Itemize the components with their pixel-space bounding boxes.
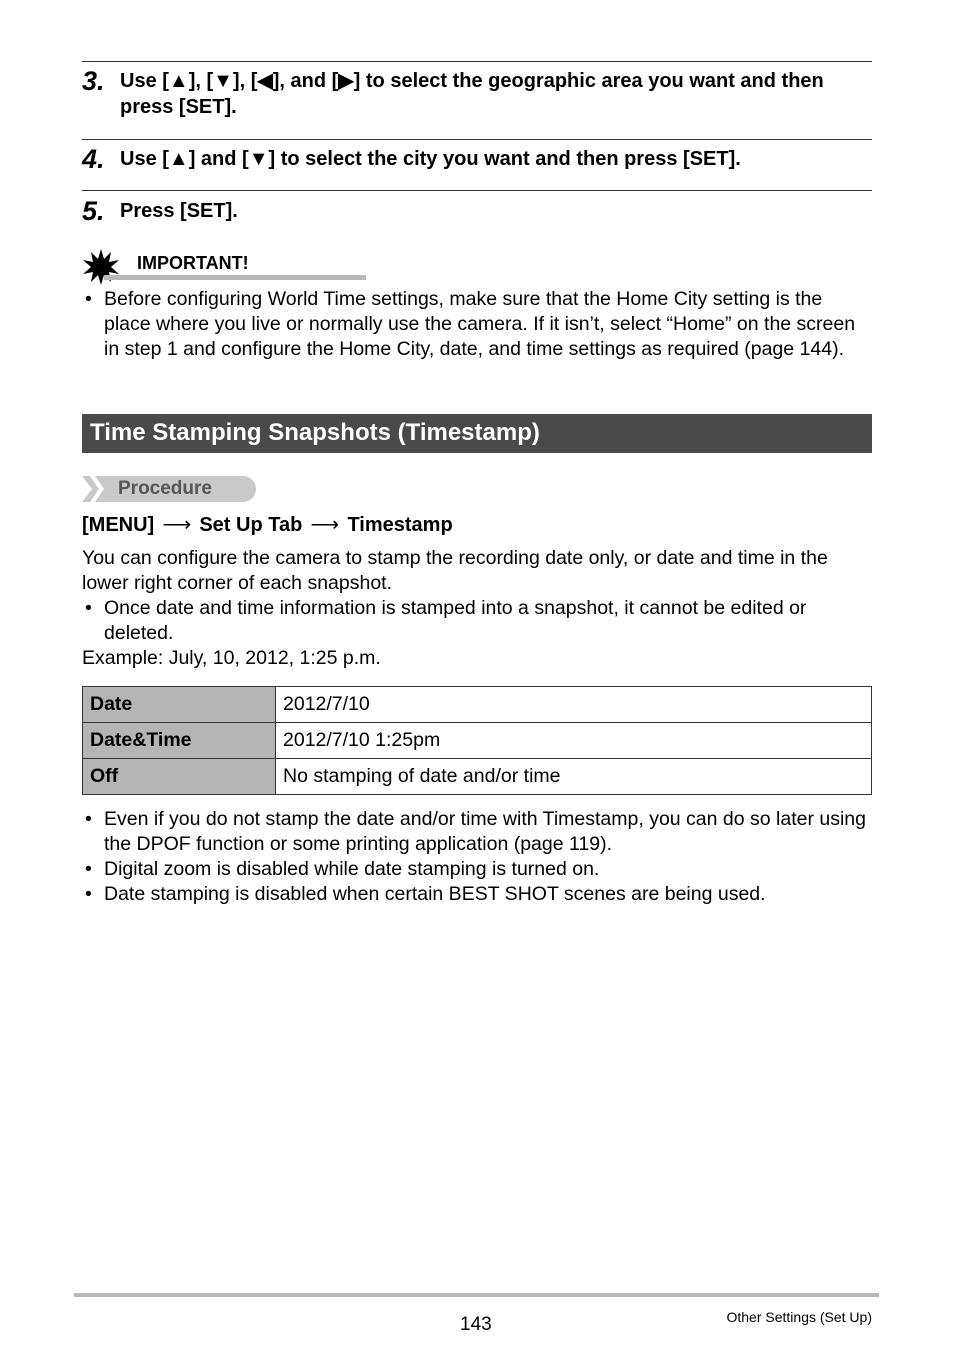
divider xyxy=(82,190,872,191)
important-label: IMPORTANT! xyxy=(137,253,249,273)
timestamp-options-table xyxy=(82,686,872,795)
table-value: 2012/7/10 xyxy=(276,687,872,723)
step-4 xyxy=(82,146,872,176)
menu-path-item: [MENU] xyxy=(82,514,155,536)
footer-divider xyxy=(74,1293,879,1297)
important-notes xyxy=(82,287,872,362)
procedure-tag xyxy=(82,476,256,502)
divider xyxy=(82,61,872,62)
table-key: Date xyxy=(83,687,276,723)
menu-path-item: Set Up Tab xyxy=(199,514,303,536)
important-heading xyxy=(82,248,292,284)
step-3 xyxy=(82,68,872,128)
divider xyxy=(82,139,872,140)
heading-underline xyxy=(104,275,366,280)
chevron-right-icon xyxy=(90,476,104,502)
step-5 xyxy=(82,198,872,228)
table-key: Date&Time xyxy=(83,723,276,759)
step-text: Use [▲] and [▼] to select the city you want and then press [SET]. xyxy=(120,148,741,170)
list-item: • Even if you do not stamp the date and/or time with Timestamp, you can do so later using the DPOF function or some printing application (page 119). xyxy=(82,807,872,857)
page-number: 143 xyxy=(460,1314,492,1335)
step-number: 5. xyxy=(82,196,105,226)
table-value: No stamping of date and/or time xyxy=(276,759,872,795)
list-item: • Date stamping is disabled when certain BEST SHOT scenes are being used. xyxy=(82,882,872,907)
notes xyxy=(82,807,872,907)
table-value: 2012/7/10 1:25pm xyxy=(276,723,872,759)
example-text: Example: July, 10, 2012, 1:25 p.m. xyxy=(82,647,381,669)
starburst-icon xyxy=(82,248,120,286)
section-heading xyxy=(82,414,872,453)
section-title: Time Stamping Snapshots (Timestamp) xyxy=(90,419,540,446)
step-text: Press [SET]. xyxy=(120,200,238,222)
arrow-right-icon: ⟶ xyxy=(310,514,340,536)
intro-paragraph: You can configure the camera to stamp the recording date only, or date and time in the lower right corner of each snapshot. xyxy=(82,547,828,594)
list-item: • Once date and time information is stamped into a snapshot, it cannot be edited or deleted. xyxy=(82,596,872,646)
step-number: 3. xyxy=(82,66,105,96)
table-row xyxy=(83,687,872,723)
footer-section-name: Other Settings (Set Up) xyxy=(726,1309,872,1325)
step-text: Use [▲], [▼], [◀], and [▶] to select the geographic area you want and then press [SET]. xyxy=(120,70,824,118)
menu-path-item: Timestamp xyxy=(347,514,453,536)
list-item: • Digital zoom is disabled while date stamping is turned on. xyxy=(82,857,872,882)
list-item: • Before configuring World Time settings, make sure that the Home City setting is the place where you live or normally use the camera. If it isn’t, select “Home” on the screen in step 1 and configure the Home City, date, and time settings as required (page 144). xyxy=(82,287,872,362)
intro-text xyxy=(82,546,872,671)
table-row xyxy=(83,723,872,759)
step-number: 4. xyxy=(82,144,105,174)
procedure-label: Procedure xyxy=(118,478,212,499)
arrow-right-icon: ⟶ xyxy=(162,514,192,536)
menu-path xyxy=(82,512,453,538)
table-row xyxy=(83,759,872,795)
table-key: Off xyxy=(83,759,276,795)
